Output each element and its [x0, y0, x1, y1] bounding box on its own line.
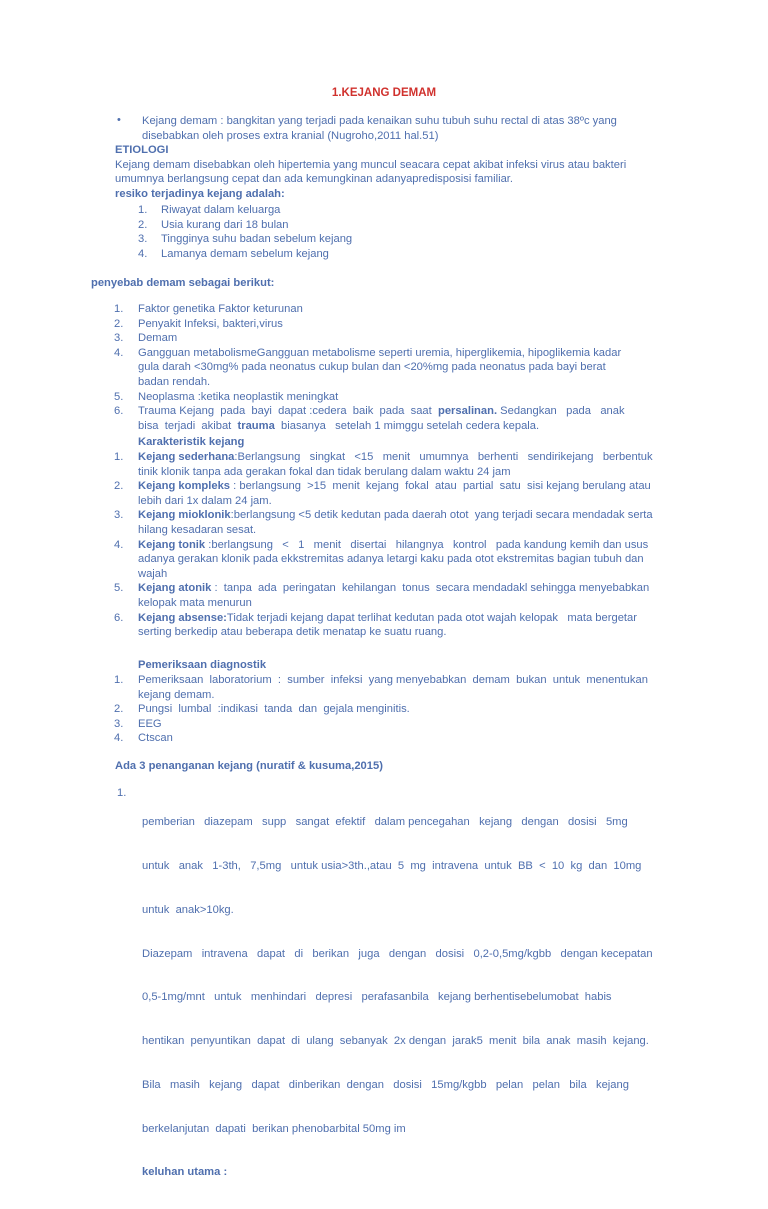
list-item — [114, 390, 676, 405]
penanganan-list — [117, 786, 677, 1209]
list-line: lebih dari 1x dalam 24 jam. — [138, 494, 272, 507]
text-run: Sedangkan pada anak — [497, 405, 625, 418]
list-number: 2. — [114, 480, 124, 493]
text-run-bold: Kejang kompleks — [138, 480, 231, 493]
diagnostik-heading: Pemeriksaan diagnostik — [138, 659, 267, 671]
list-text: Riwayat dalam keluarga — [161, 204, 281, 216]
penyebab-heading: penyebab demam sebagai berikut: — [91, 277, 275, 289]
text-run-bold: Kejang absense: — [138, 611, 227, 624]
list-number: 4. — [114, 538, 124, 551]
text-run-bold: Kejang atonik — [138, 582, 212, 595]
text-run: :Berlangsung singkat <15 menit umumnya berhenti sendirikejang berbentuk — [234, 451, 653, 463]
list-number: 6. — [114, 611, 124, 624]
list-line: serting berkedip atau beberapa detik menatap ke suatu ruang. — [138, 626, 447, 639]
penanganan-text — [142, 786, 677, 1209]
karakteristik-heading: Karakteristik kejang — [138, 436, 245, 448]
list-item — [114, 611, 676, 640]
list-number: 3. — [114, 509, 124, 522]
list-item — [114, 450, 676, 479]
text-run: :berlangsung < 1 menit disertai hilangnya kontrol pada kandung kemih dan usus — [205, 538, 649, 551]
list-item — [138, 247, 638, 262]
list-text — [138, 673, 676, 702]
list-number: 1. — [138, 204, 148, 216]
resiko-list — [138, 203, 638, 261]
list-line: adanya gerakan klonik pada ekkstremitas adanya letargi kaku pada otot ekstremitas bagian tubuh dan — [138, 553, 644, 566]
list-text: Usia kurang dari 18 bulan — [161, 218, 289, 231]
list-line — [138, 508, 676, 523]
list-number: 4. — [114, 346, 124, 359]
list-text — [138, 479, 676, 508]
etiologi-line-2: umumnya berlangsung cepat dan ada kemungkinan adanyapredisposisi familiar. — [115, 173, 514, 186]
text-run: bisa terjadi akibat — [138, 419, 238, 432]
text-run-bold: trauma — [237, 419, 275, 432]
text-run: : tanpa ada peringatan kehilangan tonus secara mendadakl sehingga menyebabkan — [211, 582, 650, 595]
list-line: 0,5-1mg/mnt untuk menhindari depresi perafasanbila kejang berhentisebelumobat habis — [142, 991, 612, 1004]
list-line: gula darah <30mg% pada neonatus cukup bulan dan <20%mg pada neonatus pada bayi berat — [138, 361, 606, 374]
list-text: Tingginya suhu badan sebelum kejang — [161, 233, 353, 246]
list-number: 5. — [114, 390, 124, 403]
list-item — [114, 508, 676, 537]
list-text — [138, 611, 676, 640]
list-item — [114, 317, 676, 332]
list-item — [114, 404, 676, 433]
list-line: untuk anak 1-3th, 7,5mg untuk usia>3th.,atau 5 mg intravena untuk BB < 10 kg dan 10mg — [142, 859, 642, 872]
list-line: hentikan penyuntikan dapat di ulang sebanyak 2x dengan jarak5 menit bila anak masih kejang. — [142, 1035, 649, 1048]
list-line: hilang kesadaran sesat. — [138, 523, 257, 536]
list-line: berkelanjutan dapati berikan phenobarbital 50mg im — [142, 1122, 406, 1135]
list-number: 2. — [114, 317, 124, 330]
karakteristik-list — [114, 450, 676, 640]
list-line — [138, 581, 676, 596]
list-item — [138, 218, 638, 233]
list-number: 2. — [114, 703, 124, 716]
list-number: 1. — [114, 451, 124, 463]
list-line — [138, 404, 676, 419]
list-text — [138, 450, 676, 479]
list-line: Bila masih kejang dapat dinberikan dengan dosisi 15mg/kgbb pelan pelan bila kejang — [142, 1078, 629, 1091]
list-line — [138, 450, 676, 465]
list-number: 1. — [114, 674, 124, 686]
etiologi-heading: ETIOLOGI — [115, 144, 169, 156]
list-number: 1. — [117, 787, 127, 799]
list-item — [114, 717, 676, 732]
definition-paragraph — [142, 114, 675, 143]
text-run-bold: Kejang mioklonik — [138, 509, 231, 522]
list-number: 2. — [138, 218, 148, 231]
list-text — [138, 581, 676, 610]
list-number: 3. — [114, 332, 124, 345]
list-line — [138, 419, 676, 434]
list-number: 4. — [114, 732, 124, 745]
list-item — [114, 581, 676, 610]
list-line — [138, 611, 676, 626]
list-line — [138, 479, 676, 494]
list-item — [114, 479, 676, 508]
list-number: 3. — [138, 233, 148, 246]
list-text: Demam — [138, 332, 178, 345]
list-line: tinik klonik tanpa ada gerakan fokal dan tidak berulang dalam waktu 24 jam — [138, 465, 511, 478]
text-run: Tidak terjadi kejang dapat terlihat kedutan pada otot wajah kelopak mata bergetar — [226, 611, 637, 624]
list-item — [114, 673, 676, 702]
list-text: Pungsi lumbal :indikasi tanda dan gejala menginitis. — [138, 703, 410, 716]
list-line: pemberian diazepam supp sangat efektif dalam pencegahan kejang dengan dosisi 5mg — [142, 816, 628, 829]
text-run: biasanya setelah 1 mimggu setelah cedera kepala. — [274, 419, 540, 432]
list-line: Pemeriksaan laboratorium : sumber infeksi yang menyebabkan demam bukan untuk menentukan — [138, 674, 648, 686]
list-item — [114, 702, 676, 717]
list-line: kelopak mata menurun — [138, 596, 252, 609]
list-item — [114, 346, 676, 390]
text-run: Trauma Kejang pada bayi dapat :cedera baik pada saat — [138, 405, 438, 418]
list-item — [114, 731, 676, 746]
keluhan-heading: keluhan utama : — [142, 1166, 228, 1179]
list-item — [114, 331, 676, 346]
list-line: Diazepam intravena dapat di berikan juga dengan dosisi 0,2-0,5mg/kgbb dengan kecepatan — [142, 947, 653, 960]
resiko-heading: resiko terjadinya kejang adalah: — [115, 187, 285, 200]
list-text: Ctscan — [138, 732, 173, 745]
list-item — [114, 302, 676, 317]
list-number: 4. — [138, 247, 148, 260]
list-line: Gangguan metabolismeGangguan metabolisme seperti uremia, hiperglikemia, hipoglikemia kadar — [138, 346, 622, 359]
list-text — [138, 404, 676, 433]
penanganan-heading: Ada 3 penanganan kejang (nuratif & kusuma,2015) — [115, 760, 383, 772]
text-run-bold: persalinan. — [437, 405, 498, 418]
list-number: 6. — [114, 405, 124, 418]
text-run-bold: Kejang sederhana — [138, 451, 235, 463]
list-text: Faktor genetika Faktor keturunan — [138, 303, 303, 315]
definition-line-1: Kejang demam : bangkitan yang terjadi pada kenaikan suhu tubuh suhu rectal di atas 38ºc yang — [142, 115, 617, 127]
text-run: : berlangsung >15 menit kejang fokal atau partial satu sisi kejang berulang atau — [230, 480, 651, 493]
list-number: 1. — [114, 303, 124, 315]
list-text: EEG — [138, 717, 162, 730]
list-text — [138, 508, 676, 537]
definition-line-2: disebabkan oleh proses extra kranial (Nugroho,2011 hal.51) — [142, 129, 439, 142]
etiologi-line-1: Kejang demam disebabkan oleh hipertemia yang muncul seacara cepat akibat infeksi virus atau bakteri — [115, 158, 627, 171]
list-text: Neoplasma :ketika neoplastik meningkat — [138, 390, 339, 403]
bullet-icon: • — [117, 114, 121, 126]
etiologi-section — [115, 143, 675, 201]
list-item — [138, 203, 638, 218]
list-line: badan rendah. — [138, 375, 211, 388]
text-run-bold: Kejang tonik — [138, 538, 206, 551]
list-item — [138, 232, 638, 247]
list-text — [138, 538, 676, 582]
list-text: Lamanya demam sebelum kejang — [161, 247, 329, 260]
list-item — [114, 538, 676, 582]
list-line: kejang demam. — [138, 688, 215, 701]
list-number: 5. — [114, 582, 124, 595]
list-number: 3. — [114, 717, 124, 730]
list-line: untuk anak>10kg. — [142, 903, 234, 916]
list-text: Penyakit Infeksi, bakteri,virus — [138, 317, 283, 330]
list-line — [138, 538, 676, 553]
penyebab-list — [114, 302, 676, 433]
text-run: :berlangsung <5 detik kedutan pada daerah otot yang terjadi secara mendadak serta — [230, 509, 653, 522]
list-line: wajah — [138, 567, 168, 580]
diagnostik-list — [114, 673, 676, 746]
page-title: 1.KEJANG DEMAM — [331, 87, 437, 99]
list-text — [138, 346, 676, 390]
